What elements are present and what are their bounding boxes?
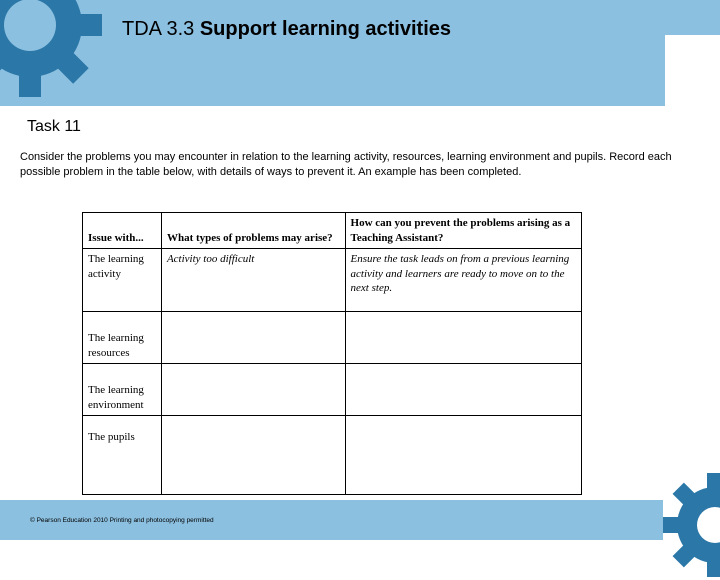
table-row xyxy=(83,416,582,495)
problem-cell[interactable] xyxy=(161,312,345,364)
issue-cell: The learning activity xyxy=(83,249,162,312)
issue-cell xyxy=(83,364,162,416)
copyright-notice: © Pearson Education 2010 Printing and photocopying permitted xyxy=(30,517,214,524)
page-title xyxy=(122,18,451,41)
table-header-row xyxy=(83,213,582,249)
unit-title: Support learning activities xyxy=(199,18,451,40)
header-prevention: How can you prevent the problems arising as a Teaching Assistant? xyxy=(345,213,581,249)
header-problems: What types of problems may arise? xyxy=(161,213,345,249)
header-issue: Issue with... xyxy=(83,213,162,249)
gear-icon xyxy=(660,470,720,580)
header-band xyxy=(0,0,720,106)
prevention-cell[interactable] xyxy=(345,312,581,364)
task-title: Task 11 xyxy=(27,118,81,135)
issue-cell xyxy=(83,312,162,364)
header-notch xyxy=(665,35,720,106)
problems-table xyxy=(82,212,582,495)
problem-cell[interactable] xyxy=(161,364,345,416)
table-row xyxy=(83,364,582,416)
table-row xyxy=(83,249,582,312)
issue-label: The learning environment xyxy=(88,384,144,411)
table-row xyxy=(83,312,582,364)
issue-cell: The pupils xyxy=(83,416,162,495)
prevention-cell[interactable] xyxy=(345,364,581,416)
prevention-cell[interactable] xyxy=(345,416,581,495)
task-instructions: Consider the problems you may encounter in relation to the learning activity, resources, learning environment and pupils. Record each possible problem in the table below, with details of ways to prevent it. An example has been completed. xyxy=(20,151,672,178)
problem-cell[interactable] xyxy=(161,416,345,495)
prevention-cell[interactable]: Ensure the task leads on from a previous learning activity and learners are ready to move on to the next step. xyxy=(345,249,581,312)
unit-code: TDA 3.3 xyxy=(122,18,195,40)
issue-label: The learning resources xyxy=(88,332,144,359)
problem-cell[interactable]: Activity too difficult xyxy=(161,249,345,312)
gear-icon xyxy=(0,0,105,100)
